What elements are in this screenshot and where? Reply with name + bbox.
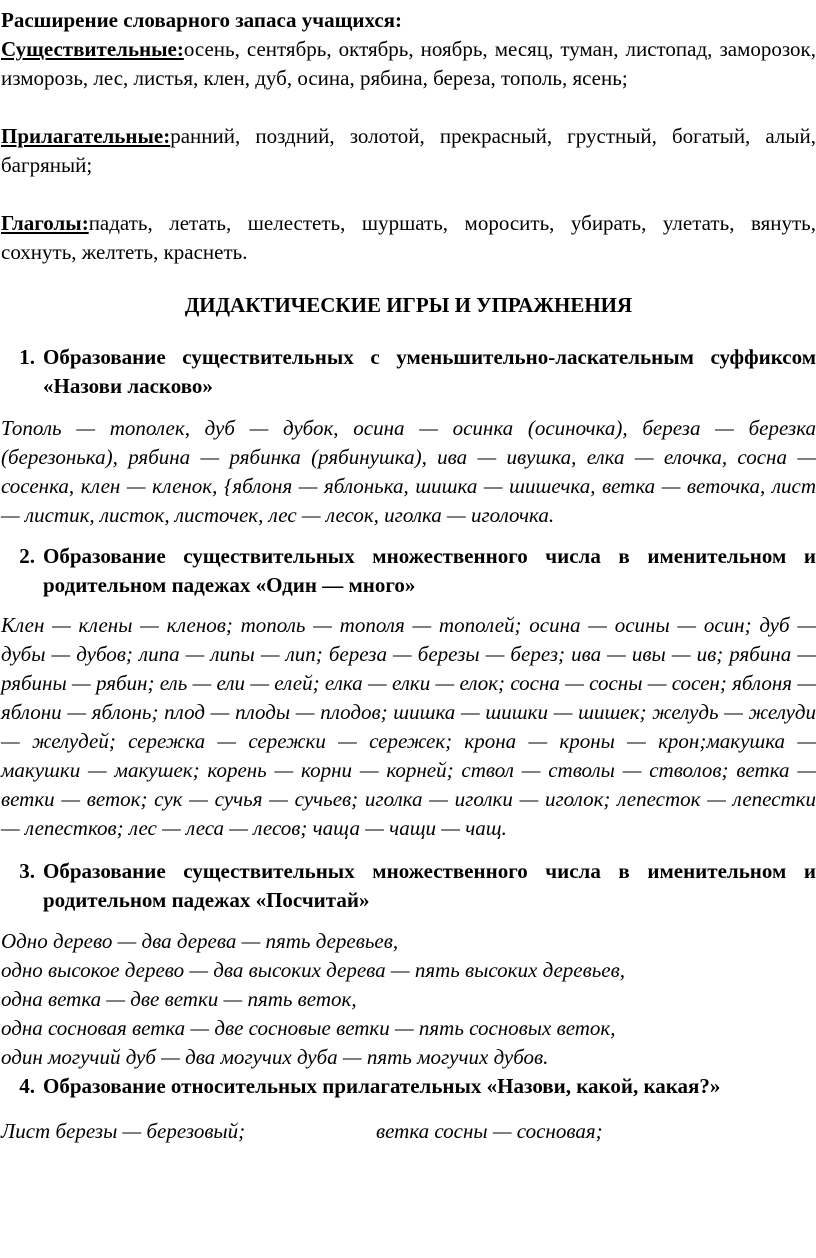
exercise-4-pair-left: Лист березы — березовый; bbox=[1, 1119, 246, 1143]
nouns-label: Существительные: bbox=[1, 37, 184, 61]
exercise-4-pairs bbox=[1, 1117, 816, 1146]
exercise-title: Образование существительных множественного числа в именительном и родительном падежах «Один — много» bbox=[43, 544, 816, 597]
adjectives-paragraph bbox=[1, 122, 816, 180]
exercise-3-lines bbox=[1, 927, 816, 1072]
exercise-number: 1. bbox=[19, 345, 35, 369]
exercise-3-line: одна ветка — две ветки — пять веток, bbox=[1, 987, 357, 1011]
exercise-title: Образование существительных множественного числа в именительном и родительном падежах «Посчитай» bbox=[43, 859, 816, 912]
exercise-number: 2. bbox=[19, 544, 35, 568]
nouns-text: осень, сентябрь, октябрь, ноябрь, месяц, туман, листопад, заморозок, изморозь, лес, листья, клен, дуб, осина, рябина, береза, тополь, ясень; bbox=[1, 37, 816, 90]
exercise-number: 4. bbox=[19, 1074, 35, 1098]
exercise-heading-2 bbox=[1, 542, 816, 600]
verbs-label: Глаголы: bbox=[1, 211, 89, 235]
exercise-3-line: один могучий дуб — два могучих дуба — пять могучих дубов. bbox=[1, 1045, 549, 1069]
exercise-title: Образование относительных прилагательных «Назови, какой, какая?» bbox=[43, 1074, 721, 1098]
exercise-3-line: Одно дерево — два дерева — пять деревьев, bbox=[1, 929, 399, 953]
verbs-text: падать, летать, шелестеть, шуршать, моросить, убирать, улетать, вянуть, сохнуть, желтеть, краснеть. bbox=[1, 211, 816, 264]
exercise-heading-4 bbox=[1, 1072, 816, 1101]
nouns-paragraph bbox=[1, 35, 816, 93]
exercise-1-text: Тополь — тополек, дуб — дубок, осина — осинка (осиночка), береза — березка (березонька), рябина — рябинка (рябинушка), ива — ивушка, елка — елочка, сосна — сосенка, клен — кленок, {яблоня — яблонька, шишка — шишечка, ветка — веточка, лист — листик, листок, листочек, лес — лесок, иголка — иголочка. bbox=[1, 416, 816, 527]
exercise-heading-1 bbox=[1, 343, 816, 401]
verbs-paragraph bbox=[1, 209, 816, 267]
exercise-2-text: Клен — клены — кленов; тополь — тополя — тополей; осина — осины — осин; дуб — дубы — дубов; липа — липы — лип; береза — березы — берез; ива — ивы — ив; рябина — рябины — рябин; ель — ели — елей; елка — елки — елок; сосна — сосны — сосен; яблоня — яблони — яблонь; плод — плоды — плодов; шишка — шишки — шишек; желудь — желуди — желудей; сережка — сережки — сережек; крона — кроны — крон;макушка — макушки — макушек; корень — корни — корней; ствол — стволы — стволов; ветка — ветки — веток; сук — сучья — сучьев; иголка — иголки — иголок; лепесток — лепестки — лепестков; лес — леса — лесов; чаща — чащи — чащ. bbox=[1, 613, 816, 840]
exercise-heading-3 bbox=[1, 857, 816, 915]
exercise-number: 3. bbox=[19, 859, 35, 883]
exercise-3-line: одно высокое дерево — два высоких дерева — пять высоких деревьев, bbox=[1, 958, 625, 982]
section-title: ДИДАКТИЧЕСКИЕ ИГРЫ И УПРАЖНЕНИЯ bbox=[184, 293, 633, 317]
spacer bbox=[1, 93, 816, 122]
exercise-4-pair-right: ветка сосны — сосновая; bbox=[376, 1119, 603, 1143]
exercise-title: Образование существительных с уменьшительно-ласкательным суффиксом «Назови ласково» bbox=[43, 345, 816, 398]
adjectives-label: Прилагательные: bbox=[1, 124, 171, 148]
exercise-3-line: одна сосновая ветка — две сосновые ветки — пять сосновых веток, bbox=[1, 1016, 616, 1040]
spacer bbox=[1, 180, 816, 209]
vocab-title: Расширение словарного запаса учащихся: bbox=[1, 8, 403, 32]
adjectives-text: ранний, поздний, золотой, прекрасный, грустный, богатый, алый, багряный; bbox=[1, 124, 816, 177]
